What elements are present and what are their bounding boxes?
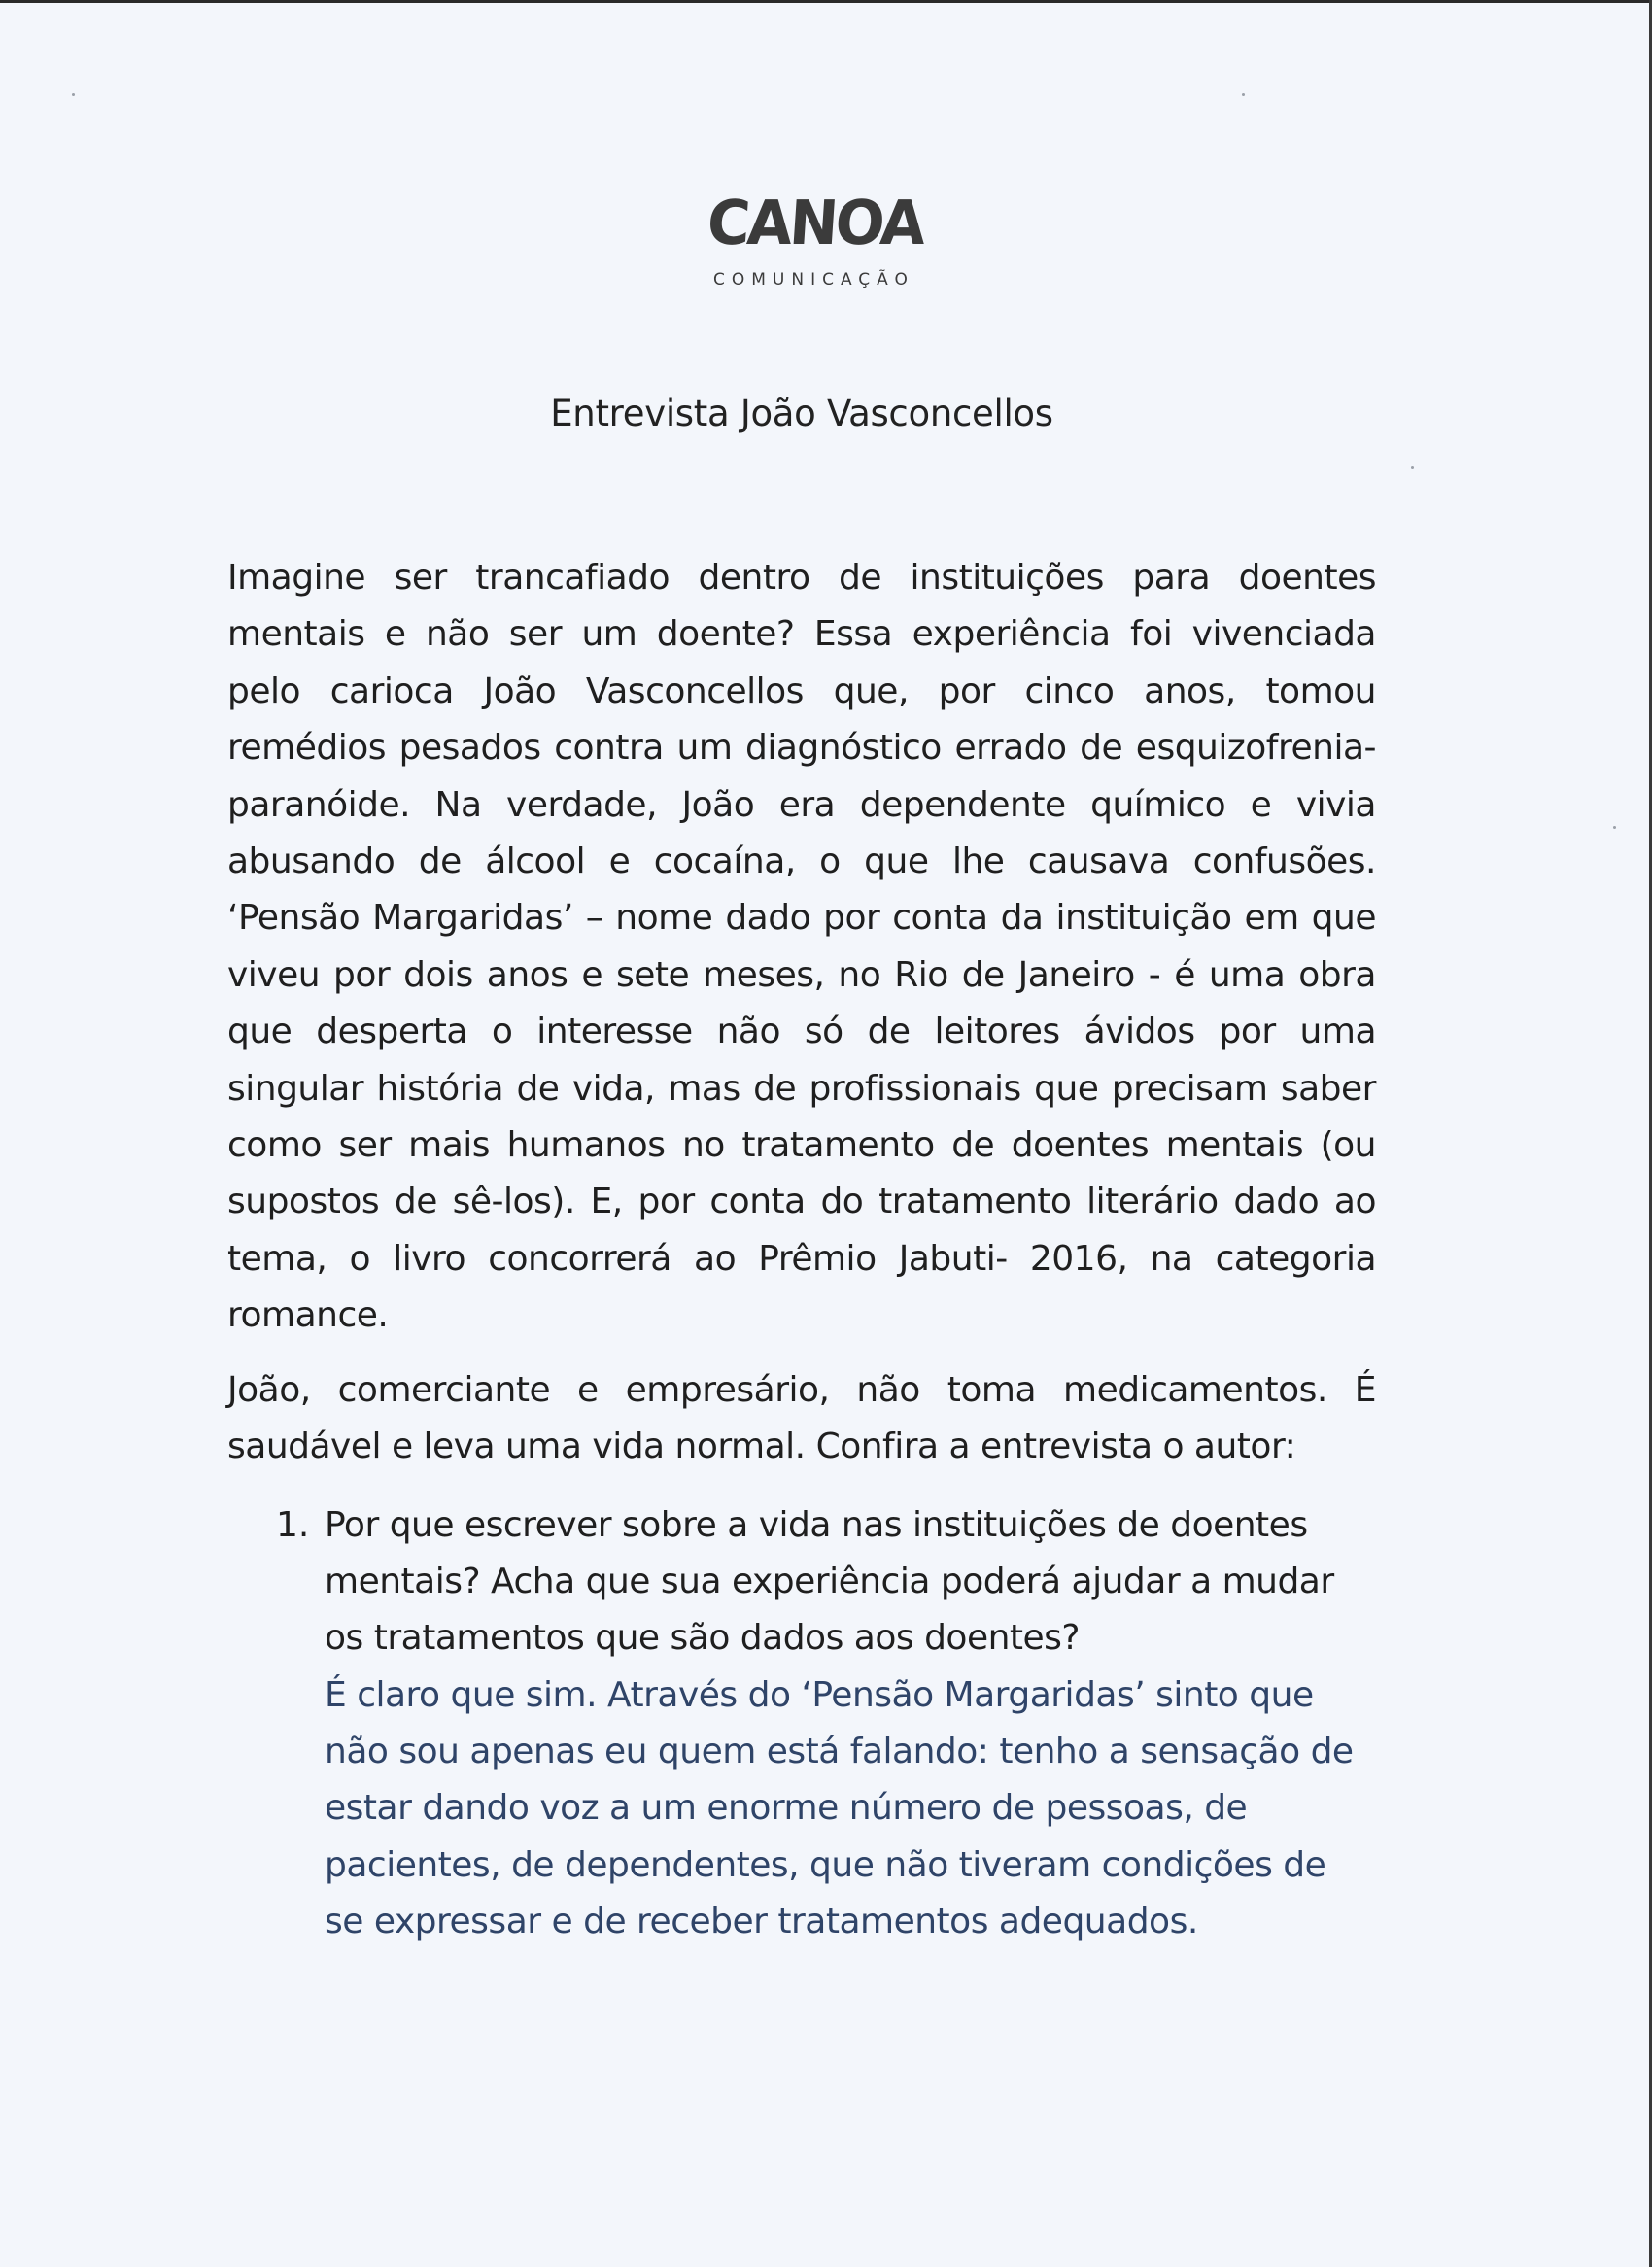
scan-speck: [1613, 826, 1616, 829]
canoa-logo: [698, 188, 950, 301]
question-text: Por que escrever sobre a vida nas instituições de doentes mentais? Acha que sua experiência poderá ajudar a mudar os tratamentos que são dados aos doentes?: [325, 1505, 1334, 1659]
logo-wordmark: CANOA: [705, 188, 925, 259]
scan-speck: [1242, 93, 1245, 96]
question-number: 1.: [276, 1505, 310, 1545]
scan-edge-top: [0, 0, 1652, 3]
answer-text: É claro que sim. Através do ‘Pensão Margaridas’ sinto que não sou apenas eu quem está falando: tenho a sensação de estar dando voz a um enorme número de pessoas, de pacientes, de dependentes, que não tiveram condições de se expressar e de receber tratamentos adequados.: [325, 1675, 1354, 1941]
second-paragraph: João, comerciante e empresário, não toma medicamentos. É saudável e leva uma vida normal. Confira a entrevista o autor:: [227, 1370, 1376, 1467]
logo-subtitle: COMUNICAÇÃO: [713, 270, 914, 290]
document-title: Entrevista João Vasconcellos: [550, 393, 1053, 434]
intro-paragraph: Imagine ser trancafiado dentro de instituições para doentes mentais e não ser um doente? Essa experiência foi vivenciada pelo carioca João Vasconcellos que, por cinco anos, tomou remédios pesados contra um diagnóstico errado de esquizofrenia-paranóide. Na verdade, João era dependente químico e vivia abusando de álcool e cocaína, o que lhe causava confusões. ‘Pensão Margaridas’ – nome dado por conta da instituição em que viveu por dois anos e sete meses, no Rio de Janeiro - é uma obra que desperta o interesse não só de leitores ávidos por uma singular história de vida, mas de profissionais que precisam saber como ser mais humanos no tratamento de doentes mentais (ou supostos de sê-los). E, por conta do tratamento literário dado ao tema, o livro concorrerá ao Prêmio Jabuti- 2016, na categoria romance.: [227, 558, 1376, 1336]
scan-speck: [1411, 466, 1414, 469]
scan-speck: [72, 93, 75, 96]
